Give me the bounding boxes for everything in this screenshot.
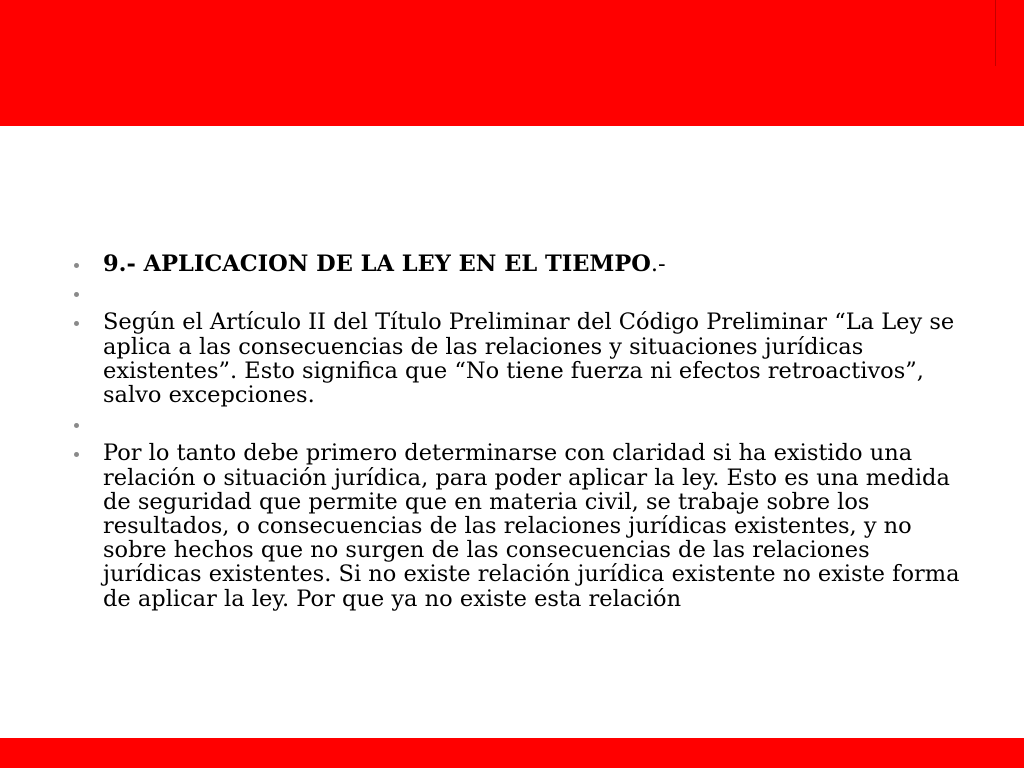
empty-bullet <box>72 281 972 305</box>
top-banner <box>0 0 1024 126</box>
banner-divider-line <box>995 0 996 66</box>
paragraph-bullet-relation: Por lo tanto debe primero determinarse con claridad si ha existido una relación o situación jurídica, para poder aplicar la ley. Esto es una medida de seguridad que permite que en materia civil, se trabaje sobre los resultados, o consecuencias de las relaciones jurídicas existentes, y no sobre hechos que no surgen de las consecuencias de las relaciones jurídicas existentes. Si no existe relación jurídica existente no existe forma de aplicar la ley. Por que ya no existe esta relación <box>72 441 972 610</box>
bottom-banner <box>0 738 1024 768</box>
slide-body <box>72 252 972 616</box>
paragraph-bullet-article: Según el Artículo II del Título Preliminar del Código Preliminar “La Ley se aplica a las consecuencias de las relaciones y situaciones jurídicas existentes”. Esto significa que “No tiene fuerza ni efectos retroactivos”, salvo excepciones. <box>72 310 972 407</box>
heading-bullet <box>72 252 972 276</box>
empty-bullet <box>72 412 972 436</box>
slide-heading: 9.- APLICACION DE LA LEY EN EL TIEMPO <box>103 251 651 277</box>
heading-suffix: .- <box>650 251 666 277</box>
